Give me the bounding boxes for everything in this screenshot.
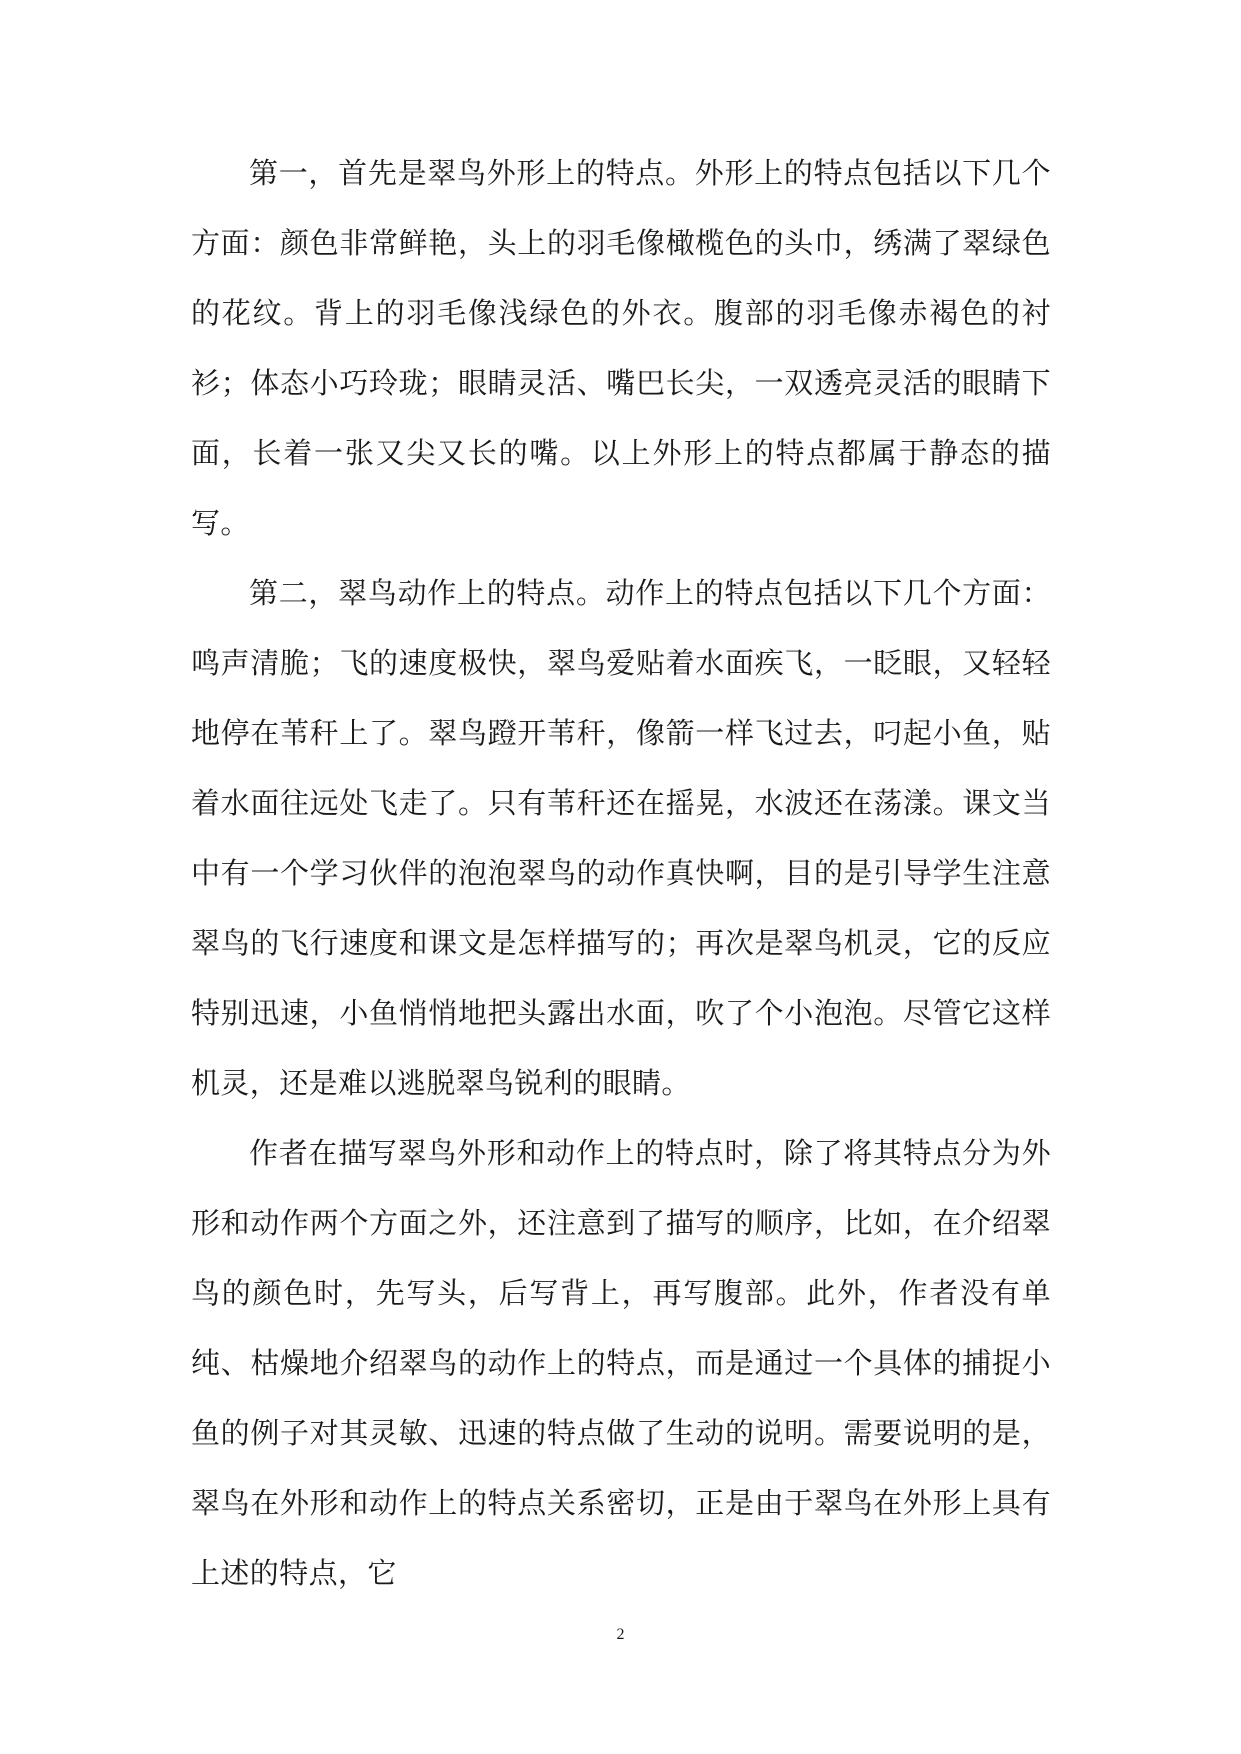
paragraph-author-technique: 作者在描写翠鸟外形和动作上的特点时，除了将其特点分为外形和动作两个方面之外，还注意到了描写的顺序，比如，在介绍翠鸟的颜色时，先写头，后写背上，再写腹部。此外，作者没有单纯、枯燥地介绍翠鸟的动作上的特点，而是通过一个具体的捕捉小鱼的例子对其灵敏、迅速的特点做了生动的说明。需要说明的是，翠鸟在外形和动作上的特点关系密切，正是由于翠鸟在外形上具有上述的特点，它 [191,1136,1051,1590]
paragraph-actions: 第二，翠鸟动作上的特点。动作上的特点包括以下几个方面：鸣声清脆；飞的速度极快，翠鸟爱贴着水面疾飞，一眨眼，又轻轻地停在苇秆上了。翠鸟蹬开苇秆，像箭一样飞过去，叼起小鱼，贴着水面往远处飞走了。只有苇秆还在摇晃，水波还在荡漾。课文当中有一个学习伙伴的泡泡翠鸟的动作真快啊，目的是引导学生注意翠鸟的飞行速度和课文是怎样描写的；再次是翠鸟机灵，它的反应特别迅速，小鱼悄悄地把头露出水面，吹了个小泡泡。尽管它这样机灵，还是难以逃脱翠鸟锐利的眼睛。 [191,576,1051,1100]
page-number: 2 [616,1626,625,1643]
body-text [191,138,1051,1608]
paragraph-appearance: 第一，首先是翠鸟外形上的特点。外形上的特点包括以下几个方面：颜色非常鲜艳，头上的羽毛像橄榄色的头巾，绣满了翠绿色的花纹。背上的羽毛像浅绿色的外衣。腹部的羽毛像赤褐色的衬衫；体态小巧玲珑；眼睛灵活、嘴巴长尖，一双透亮灵活的眼睛下面，长着一张又尖又长的嘴。以上外形上的特点都属于静态的描写。 [191,156,1051,540]
